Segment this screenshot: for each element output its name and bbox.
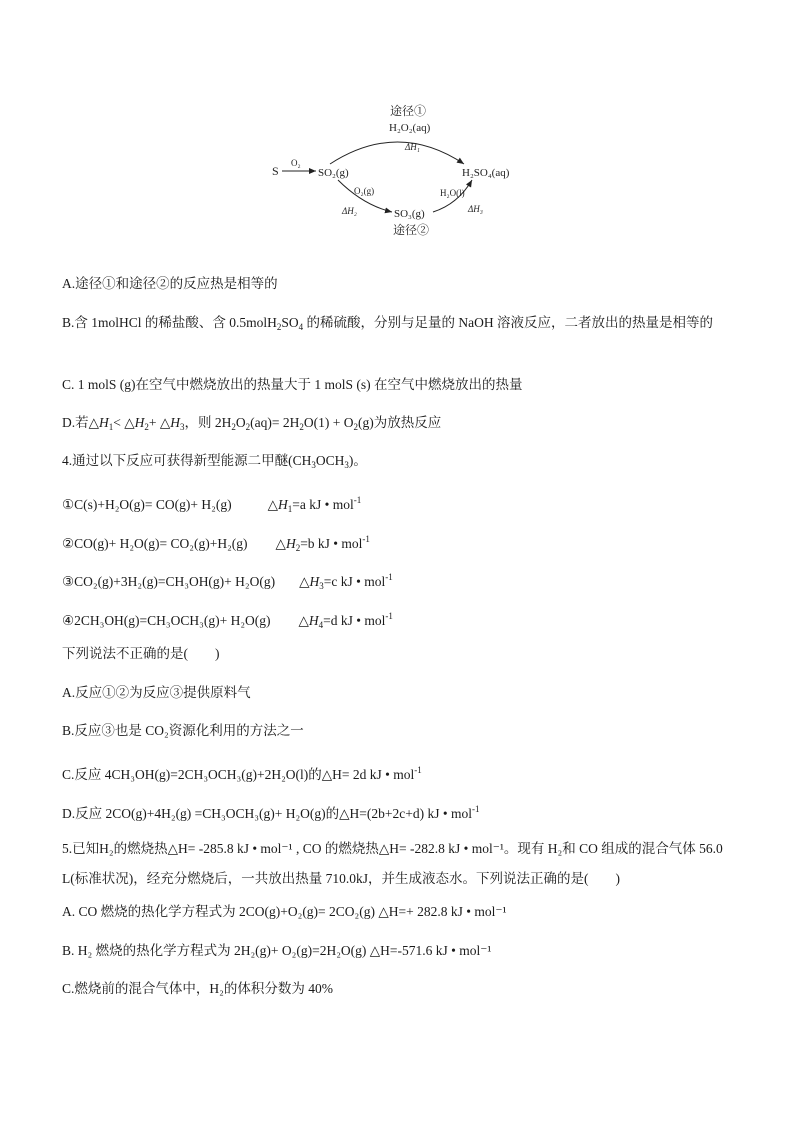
q4-option-d: D.反应 2CO(g)+4H₂(g) =CH₃OCH₃(g)+ H₂O(g)的△H=(2b+2c+d) kJ • mol$^{-1}$: [62, 804, 480, 821]
q4-reaction-3: ③CO₂(g)+3H₂(g)=CH₃OH(g)+ H₂O(g) $\triangle H_3=c$ kJ • mol$^{-1}$: [62, 572, 393, 591]
q4-question: 下列说法不正确的是( ): [62, 646, 220, 661]
species-s: S: [272, 164, 279, 178]
q4-option-b: B.反应③也是 CO₂资源化利用的方法之一: [62, 723, 304, 738]
q4-reaction-2: ②CO(g)+ H₂O(g)= CO₂(g)+H₂(g) $\triangle H_2=b$ kJ • mol$^{-1}$: [62, 534, 370, 553]
arrow-route1: [330, 142, 464, 164]
species-so2: SO₂(g): [318, 167, 349, 179]
q5-option-a: A. CO 燃烧的热化学方程式为 2CO(g)+O₂(g)= 2CO₂(g) △H=+ 282.8 kJ • mol⁻¹: [62, 904, 507, 919]
dh2-label: ΔH₂: [342, 206, 357, 216]
q4-option-c: C.反应 4CH₃OH(g)=2CH₃OCH₃(g)+2H₂O(l)的△H= 2d kJ • mol$^{-1}$: [62, 765, 422, 782]
q4-reaction-1: ①C(s)+H₂O(g)= CO(g)+ H₂(g) $\triangle H_1=a$ kJ • mol$^{-1}$: [62, 495, 362, 514]
route1-dh: ΔH₁: [405, 142, 420, 152]
q3-option-b: B.含 1molHCl 的稀盐酸、含 $0.5molH_2SO_4$ 的稀硫酸，分别与足量的 NaOH 溶液反应，二者放出的热量是相等的: [62, 315, 714, 332]
h2o-label: H₂O(l): [440, 188, 465, 198]
q5-stem: 5.已知H₂的燃烧热△H= -285.8 kJ • mol⁻¹ , CO 的燃烧热△H= -282.8 kJ • mol⁻¹。现有 H₂和 CO 组成的混合气体 56.0 L(标准状况)，经充分燃烧后，一共放出热量 710.0kJ，并生成液态水。下列说法正确的是( ): [62, 841, 723, 886]
q3-option-c: C. 1 molS (g)在空气中燃烧放出的热量大于 1 molS (s) 在空气中燃烧放出的热量: [62, 377, 523, 392]
species-so3: SO₃(g): [394, 208, 425, 220]
q3-option-d: D.若$\triangle H_1<$ $\triangle H_2+$ $\triangle H_3$，则 $2H_2O_2(aq)= 2H_2O(1) + O_2(g)$为放热反应: [62, 415, 442, 432]
q3-option-a: A.途径①和途径②的反应热是相等的: [62, 276, 278, 291]
route1-label: 途径①: [390, 104, 427, 118]
o2-label: O₂: [291, 158, 301, 168]
reaction-pathway-diagram: [258, 100, 528, 246]
dh3-label: ΔH₃: [468, 204, 483, 214]
q4-option-a: A.反应①②为反应③提供原料气: [62, 685, 251, 700]
q4-stem: 4.通过以下反应可获得新型能源二甲醚$(CH_3OCH_3)$。: [62, 453, 367, 470]
route2-label: 途径②: [393, 223, 430, 237]
species-h2so4: H₂SO₄(aq): [462, 167, 510, 179]
q5-option-c: C.燃烧前的混合气体中，H₂的体积分数为 40%: [62, 981, 333, 996]
q5-option-b: B. H₂ 燃烧的热化学方程式为 2H₂(g)+ O₂(g)=2H₂O(g) △H=-571.6 kJ • mol⁻¹: [62, 943, 492, 958]
o2g-label: O₂(g): [354, 186, 375, 196]
q4-reaction-4: ④2CH₃OH(g)=CH₃OCH₃(g)+ H₂O(g) $\triangle H_4=d$ kJ • mol$^{-1}$: [62, 611, 393, 630]
route1-reagent: H₂O₂(aq): [389, 122, 431, 134]
